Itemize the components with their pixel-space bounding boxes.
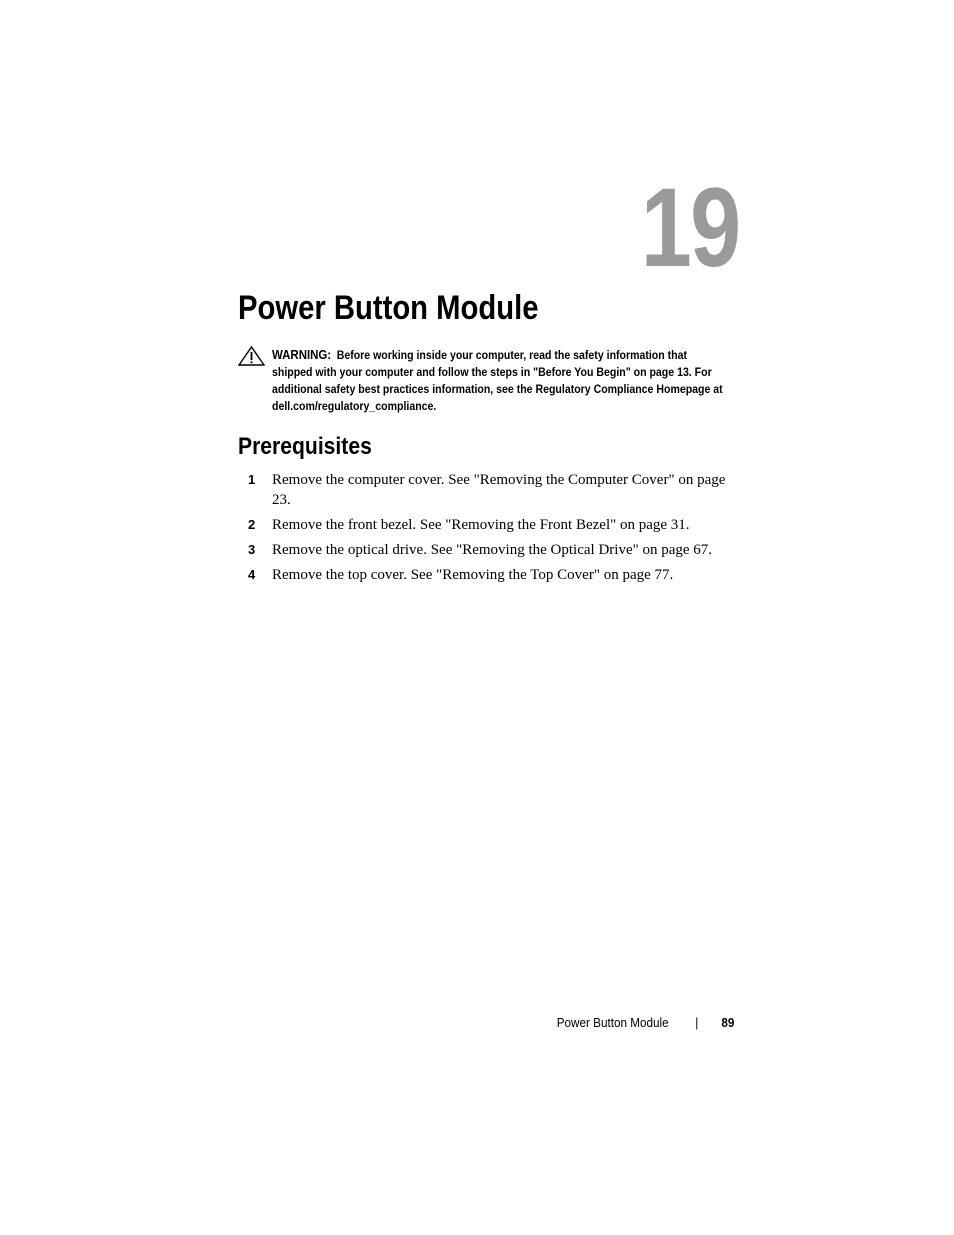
step-number: 3 (248, 542, 256, 557)
list-item (238, 565, 738, 585)
page-footer (556, 1014, 734, 1032)
warning-text (272, 346, 730, 415)
chapter-number: 19 (641, 165, 740, 290)
step-text: Remove the front bezel. See "Removing the Front Bezel" on page 31. (272, 517, 690, 533)
warning-triangle-icon (238, 346, 265, 366)
list-item (238, 470, 738, 510)
warning-note (238, 346, 738, 415)
step-number: 2 (248, 517, 256, 532)
section-heading-prerequisites: Prerequisites (238, 433, 372, 460)
step-text: Remove the computer cover. See "Removing the Computer Cover" on page 23. (272, 472, 726, 508)
step-number: 4 (248, 567, 256, 582)
list-item (238, 540, 738, 560)
warning-body: Before working inside your computer, read the safety information that shipped with your computer and follow the steps in "Before You Begin" on page 13. For additional safety best practices information, see the Regulatory Compliance Homepage at dell.com/regulatory_compliance. (272, 348, 723, 413)
footer-section-title: Power Button Module (556, 1015, 669, 1030)
warning-label: WARNING: (272, 347, 332, 362)
step-number: 1 (248, 472, 256, 487)
step-text: Remove the top cover. See "Removing the Top Cover" on page 77. (272, 567, 674, 583)
list-item (238, 515, 738, 535)
footer-separator: | (694, 1015, 698, 1030)
step-text: Remove the optical drive. See "Removing the Optical Drive" on page 67. (272, 542, 713, 558)
prerequisites-list (238, 470, 738, 590)
chapter-title: Power Button Module (238, 289, 539, 327)
page-number: 89 (720, 1015, 734, 1030)
